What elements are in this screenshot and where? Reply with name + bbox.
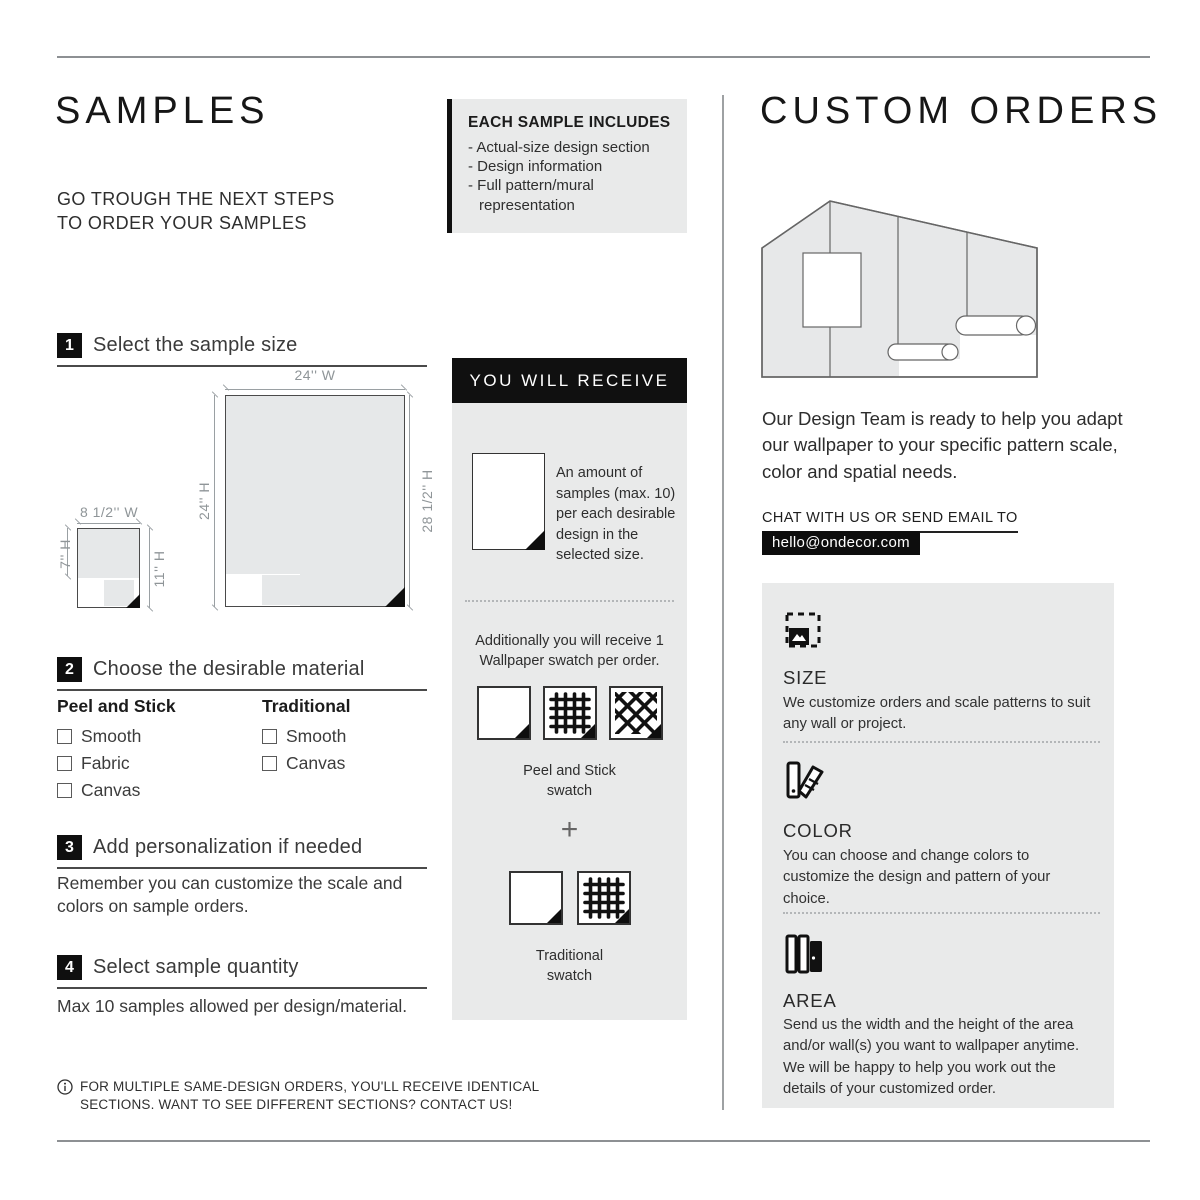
step-1 <box>57 333 427 367</box>
step-4-number: 4 <box>57 955 82 980</box>
step-3-number: 3 <box>57 835 82 860</box>
includes-item: - Full pattern/mural representation <box>468 177 594 214</box>
blank-swatch-icon <box>509 871 563 925</box>
dotted-divider <box>465 600 674 602</box>
sheet-fold-corner <box>525 530 545 550</box>
step-1-header <box>57 333 427 367</box>
blank-swatch-icon <box>477 686 531 740</box>
email-badge[interactable]: hello@ondecor.com <box>762 531 920 555</box>
feature-size-title: SIZE <box>783 667 828 688</box>
small-sample-sheet <box>77 528 140 608</box>
column-divider <box>722 95 724 1110</box>
small-width-label: 8 1/2'' W <box>79 504 139 520</box>
plus-sign: + <box>560 813 579 846</box>
peel-and-stick-title: Peel and Stick <box>57 696 176 716</box>
step-4-body: Max 10 samples allowed per design/material. <box>57 996 408 1016</box>
step-3-header <box>57 835 427 869</box>
bottom-note <box>57 1078 557 1114</box>
intro-text <box>57 187 335 236</box>
traditional-swatch-label: Traditional swatch <box>535 948 604 985</box>
checkbox-peel-fabric[interactable] <box>57 756 72 771</box>
top-rule <box>57 56 1150 58</box>
materials-peel-and-stick <box>57 696 214 807</box>
step-4-title: Select sample quantity <box>93 956 299 978</box>
you-will-receive-panel <box>452 403 687 1020</box>
color-swatch-fan-icon <box>783 759 827 803</box>
small-right-height-label: 11'' H <box>151 550 167 588</box>
custom-order-features-panel <box>762 583 1114 1108</box>
option-peel-canvas <box>57 780 214 801</box>
additionally-text: Additionally you will receive 1 Wallpaper swatch per order. <box>475 633 664 670</box>
intro-line-2: TO ORDER YOUR SAMPLES <box>57 213 307 234</box>
sample-sheet-icon <box>472 453 545 550</box>
large-sheet-inner-square <box>262 575 300 605</box>
option-label: Canvas <box>81 780 141 800</box>
wall-door-icon <box>783 932 827 976</box>
large-left-dim-line <box>214 395 215 607</box>
large-width-label: 24'' W <box>294 367 336 383</box>
step-3 <box>57 835 427 869</box>
large-right-height-label: 28 1/2'' H <box>419 469 435 533</box>
step-2-header <box>57 657 427 691</box>
small-width-dim-line <box>77 523 140 524</box>
feature-area-title: AREA <box>783 990 837 1011</box>
checkbox-trad-canvas[interactable] <box>262 756 277 771</box>
materials-columns <box>57 696 350 807</box>
step-3-body: Remember you can customize the scale and colors on sample orders. <box>57 873 403 917</box>
option-label: Canvas <box>286 753 346 773</box>
page-title-samples: SAMPLES <box>55 90 270 132</box>
includes-item: - Actual-size design section <box>468 139 650 156</box>
small-left-height-label: 7'' H <box>57 539 73 569</box>
step-4 <box>57 955 427 989</box>
grid-swatch-icon <box>543 686 597 740</box>
design-team-paragraph: Our Design Team is ready to help you adapt our wallpaper to your specific pattern scale, color and spatial needs. <box>762 408 1123 482</box>
feature-color-title: COLOR <box>783 820 853 841</box>
includes-item: - Design information <box>468 158 603 176</box>
note-line-2: SECTIONS. WANT TO SEE DIFFERENT SECTIONS? CONTACT US! <box>80 1097 513 1113</box>
traditional-title: Traditional <box>262 696 351 716</box>
note-line-1: FOR MULTIPLE SAME-DESIGN ORDERS, YOU'LL RECEIVE IDENTICAL <box>80 1079 540 1094</box>
step-4-header <box>57 955 427 989</box>
image-size-icon <box>783 608 827 652</box>
info-icon <box>57 1079 73 1095</box>
option-label: Smooth <box>286 726 347 746</box>
materials-traditional <box>262 696 350 807</box>
samples-amount-text: An amount of samples (max. 10) per each desirable design in the selected size. <box>556 465 676 564</box>
small-right-dim-line <box>149 528 150 608</box>
option-label: Fabric <box>81 753 130 773</box>
small-sheet-fold-corner <box>126 594 140 608</box>
large-sheet-fold-corner <box>385 587 405 607</box>
option-trad-smooth <box>262 726 350 747</box>
step-2-number: 2 <box>57 657 82 682</box>
you-will-receive-header: YOU WILL RECEIVE <box>452 358 687 403</box>
includes-title: EACH SAMPLE INCLUDES <box>468 114 671 131</box>
feature-color-body: You can choose and change colors to customize the design and pattern of your choice. <box>783 848 1051 907</box>
sample-size-diagram <box>57 365 435 631</box>
step-2 <box>57 657 427 691</box>
checkbox-peel-smooth[interactable] <box>57 729 72 744</box>
large-left-height-label: 24'' H <box>196 482 212 520</box>
large-sample-sheet <box>225 395 405 607</box>
page-title-custom-orders: CUSTOM ORDERS <box>760 90 1163 132</box>
dotted-divider <box>783 912 1100 914</box>
checkbox-peel-canvas[interactable] <box>57 783 72 798</box>
option-peel-fabric <box>57 753 214 774</box>
step-1-number: 1 <box>57 333 82 358</box>
crosshatch-swatch-icon <box>609 686 663 740</box>
traditional-swatch-row <box>452 871 687 925</box>
dotted-divider <box>783 741 1100 743</box>
step-1-title: Select the sample size <box>93 334 298 356</box>
feature-area-body: Send us the width and the height of the area and/or wall(s) you want to wallpaper anytime. We will be happy to help you work out the details of your customized order. <box>783 1017 1080 1098</box>
note-text <box>80 1078 539 1114</box>
option-label: Smooth <box>81 726 142 746</box>
grid-swatch-icon <box>577 871 631 925</box>
step-3-title: Add personalization if needed <box>93 836 363 858</box>
checkbox-trad-smooth[interactable] <box>262 729 277 744</box>
option-peel-smooth <box>57 726 214 747</box>
peel-swatch-row <box>452 686 687 740</box>
bottom-rule <box>57 1140 1150 1142</box>
peel-swatch-label: Peel and Stick swatch <box>523 763 616 800</box>
large-right-dim-line <box>409 395 410 607</box>
step-2-title: Choose the desirable material <box>93 658 365 680</box>
wallpaper-wall-illustration <box>760 198 1040 380</box>
intro-line-1: GO TROUGH THE NEXT STEPS <box>57 189 335 209</box>
option-trad-canvas <box>262 753 350 774</box>
large-width-dim-line <box>225 389 405 390</box>
feature-size-body: We customize orders and scale patterns to suit any wall or project. <box>783 695 1091 733</box>
chat-with-us-label: CHAT WITH US OR SEND EMAIL TO <box>762 510 1018 533</box>
each-sample-includes-box <box>447 99 687 233</box>
